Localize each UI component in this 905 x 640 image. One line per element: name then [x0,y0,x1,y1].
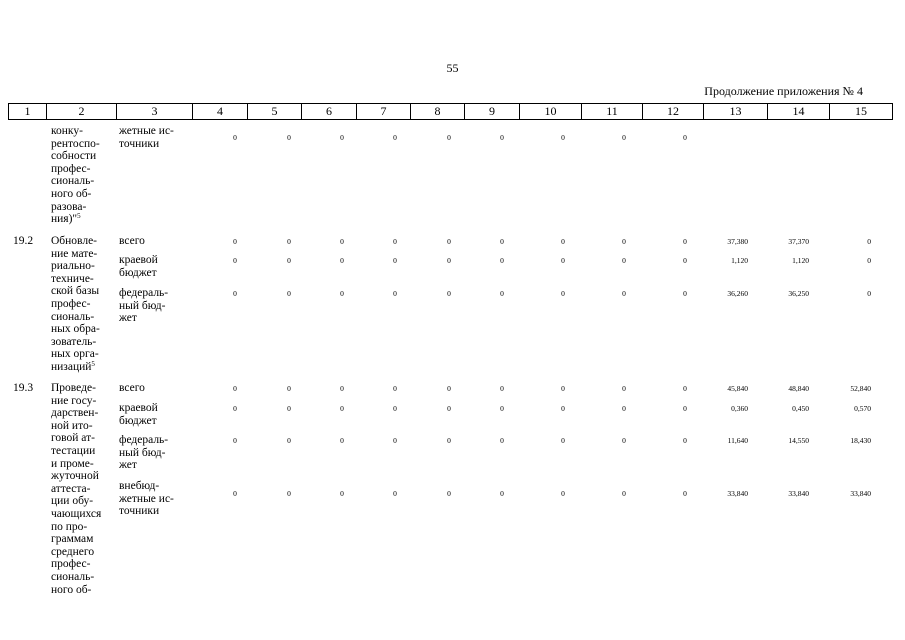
table-cell-value: 45,840 [727,384,748,393]
indicator-name: ного об- [51,583,92,596]
table-cell-value: 0,450 [792,404,809,413]
indicator-name: ных обра- [51,323,100,336]
table-cell-value: 0 [340,256,344,265]
table-cell-value: 0 [683,384,687,393]
table-cell-value: 0 [447,436,451,445]
indicator-name: ние мате- [51,247,98,260]
table-cell-value: 0 [340,237,344,246]
table-cell-value: 0 [393,133,397,142]
funding-source-label: всего [119,235,145,247]
indicator-name: Обновле- [51,235,98,247]
indicator-name: аттеста- [51,482,91,495]
indicator-name: дарствен- [51,407,99,420]
table-cell-value: 0 [500,289,504,298]
column-header: 3 [117,104,193,120]
column-header: 2 [47,104,117,120]
funding-source-label: федераль- [119,287,169,299]
indicator-name: профес- [51,298,91,310]
table-cell-value: 11,640 [727,436,748,445]
indicator-name: конку- [51,125,83,137]
indicator-name: граммам [51,533,94,546]
table-cell-value: 0 [233,384,237,393]
column-header: 7 [357,104,411,120]
table-cell-value: 0 [500,237,504,246]
table-cell-value: 0 [561,384,565,393]
table-cell-value: 14,550 [788,436,809,445]
table-cell-value: 37,370 [788,237,809,246]
indicator-name: и проме- [51,457,94,470]
table-cell-value: 0 [683,436,687,445]
funding-source-label: жетные ис- [119,125,174,137]
table-cell-value: 0 [233,436,237,445]
table-cell-value: 33,840 [788,489,809,498]
indicator-name: ции обу- [51,495,94,508]
column-header: 12 [643,104,704,120]
indicator-name: низаций$^5$ [51,360,95,373]
table-cell-value: 0 [561,289,565,298]
indicator-name: риально- [51,260,95,273]
table-cell-value: 0 [500,384,504,393]
table-cell-value: 0 [393,256,397,265]
table-cell-value: 0 [233,133,237,142]
funding-source-label: ный бюд- [119,299,166,312]
table-cell-value: 0 [340,436,344,445]
table-cell-value: 0 [447,237,451,246]
indicator-name: разова- [51,200,87,213]
indicator-name: чающихся [51,508,102,520]
indicator-name: ской базы [51,285,100,298]
column-header-row [9,104,893,120]
table-cell-value: 0 [287,384,291,393]
table-cell-value: 0 [340,133,344,142]
table-cell-value: 0 [561,237,565,246]
funding-source-label: жет [119,459,137,472]
indicator-name: собности [51,150,97,163]
table-cell-value: 0 [622,237,626,246]
table-cell-value: 0 [233,289,237,298]
table-cell-value: 0 [447,256,451,265]
table-cell-value: 0 [393,237,397,246]
table-cell-value: 36,250 [788,289,809,298]
indicator-name: рентоспо- [51,137,100,150]
indicator-name: ного об- [51,188,92,200]
row-number: 19.3 [13,382,34,394]
funding-source-label: точники [119,505,160,518]
table-cell-value: 0 [683,133,687,142]
table-cell-value: 0 [500,489,504,498]
table-cell-value: 0 [287,133,291,142]
table-cell-value: 0 [340,289,344,298]
page-number: 55 [446,61,459,75]
table-cell-value: 0 [622,384,626,393]
table-cell-value: 0 [622,489,626,498]
table-cell-value: 0 [622,256,626,265]
table-cell-value: 1,120 [792,256,809,265]
funding-source-label: бюджет [119,414,157,427]
table-cell-value: 0 [393,289,397,298]
funding-source-label: жет [119,312,137,325]
table-cell-value: 0 [500,133,504,142]
table-cell-value: 0 [340,489,344,498]
table-cell-value: 0 [561,436,565,445]
table-cell-value: 0 [287,256,291,265]
funding-source-label: всего [119,382,145,394]
indicator-name: профес- [51,162,91,175]
table-cell-value: 0 [622,133,626,142]
table-cell-value: 0 [447,133,451,142]
column-header: 15 [830,104,893,120]
table-cell-value: 0 [340,404,344,413]
table-cell-value: 0 [233,237,237,246]
table-cell-value: 0 [561,404,565,413]
footnote-marker: 5 [91,360,95,368]
row-number: 19.2 [13,235,34,247]
table-cell-value: 0 [683,489,687,498]
table-cell-value: 0 [233,404,237,413]
column-header: 14 [768,104,830,120]
column-header: 5 [248,104,302,120]
column-header: 9 [465,104,520,120]
funding-source-label: жетные ис- [119,492,174,505]
table-cell-value: 0 [683,237,687,246]
column-header: 4 [193,104,248,120]
table-cell-value: 0 [287,436,291,445]
funding-source-label: бюджет [119,266,157,279]
table-cell-value: 0 [233,256,237,265]
table-cell-value: 0 [287,237,291,246]
funding-source-label: ный бюд- [119,446,166,459]
funding-source-label: точники [119,137,160,150]
column-header: 1 [9,104,47,120]
table-cell-value: 0 [447,404,451,413]
table-cell-value: 0 [447,289,451,298]
funding-source-label: краевой [119,254,158,266]
footnote-marker: 5 [77,212,81,221]
table-cell-value: 0 [287,289,291,298]
table-cell-value: 0 [867,237,871,246]
indicator-name: сиональ- [51,571,95,583]
table-cell-value: 52,840 [850,384,871,393]
table-cell-value: 0 [393,489,397,498]
table-cell-value: 0 [683,256,687,265]
indicator-name: по про- [51,520,88,533]
column-header: 13 [704,104,768,120]
indicator-name: тестации [51,445,96,457]
table-cell-value: 0 [622,436,626,445]
table-cell-value: 0 [500,436,504,445]
column-header-table [8,103,893,120]
column-header: 8 [411,104,465,120]
indicator-name: сиональ- [51,310,95,323]
table-cell-value: 0 [683,289,687,298]
column-header: 10 [520,104,582,120]
table-cell-value: 0 [233,489,237,498]
indicator-name: техниче- [51,272,94,285]
table-cell-value: 0 [500,404,504,413]
table-cell-value: 0 [622,289,626,298]
funding-source-label: внебюд- [119,480,160,492]
table-cell-value: 0 [447,489,451,498]
indicator-name: среднего [51,545,95,558]
table-cell-value: 0,570 [854,404,871,413]
table-cell-value: 0 [683,404,687,413]
table-cell-value: 0 [393,384,397,393]
continuation-caption: Продолжение приложения № 4 [704,84,863,98]
indicator-name: ния)"$^5$ [51,212,81,226]
funding-source-label: федераль- [119,434,169,446]
table-cell-value: 0 [867,289,871,298]
table-cell-value: 33,840 [727,489,748,498]
table-cell-value: 33,840 [850,489,871,498]
indicator-name: сиональ- [51,175,95,188]
column-header: 6 [302,104,357,120]
indicator-name: говой ат- [51,432,95,445]
table-cell-value: 0 [561,489,565,498]
indicator-name: ние госу- [51,394,97,407]
table-cell-value: 18,430 [850,436,871,445]
indicator-name: ных орга- [51,348,99,361]
table-cell-value: 0 [561,133,565,142]
table-cell-value: 0 [287,489,291,498]
table-cell-value: 0 [393,404,397,413]
table-cell-value: 0 [500,256,504,265]
table-cell-value: 0,360 [731,404,748,413]
indicator-name: Проведе- [51,382,96,394]
table-cell-value: 0 [393,436,397,445]
indicator-name: жуточной [51,470,99,483]
indicator-name: ной ито- [51,419,93,432]
table-cell-value: 0 [340,384,344,393]
table-cell-value: 37,380 [727,237,748,246]
table-cell-value: 0 [867,256,871,265]
table-cell-value: 0 [561,256,565,265]
funding-source-label: краевой [119,402,158,414]
table-cell-value: 1,120 [731,256,748,265]
table-cell-value: 0 [287,404,291,413]
table-cell-value: 36,260 [727,289,748,298]
indicator-name: зователь- [51,335,97,348]
table-cell-value: 48,840 [788,384,809,393]
column-header: 11 [582,104,643,120]
table-cell-value: 0 [447,384,451,393]
indicator-name: профес- [51,558,91,571]
table-cell-value: 0 [622,404,626,413]
